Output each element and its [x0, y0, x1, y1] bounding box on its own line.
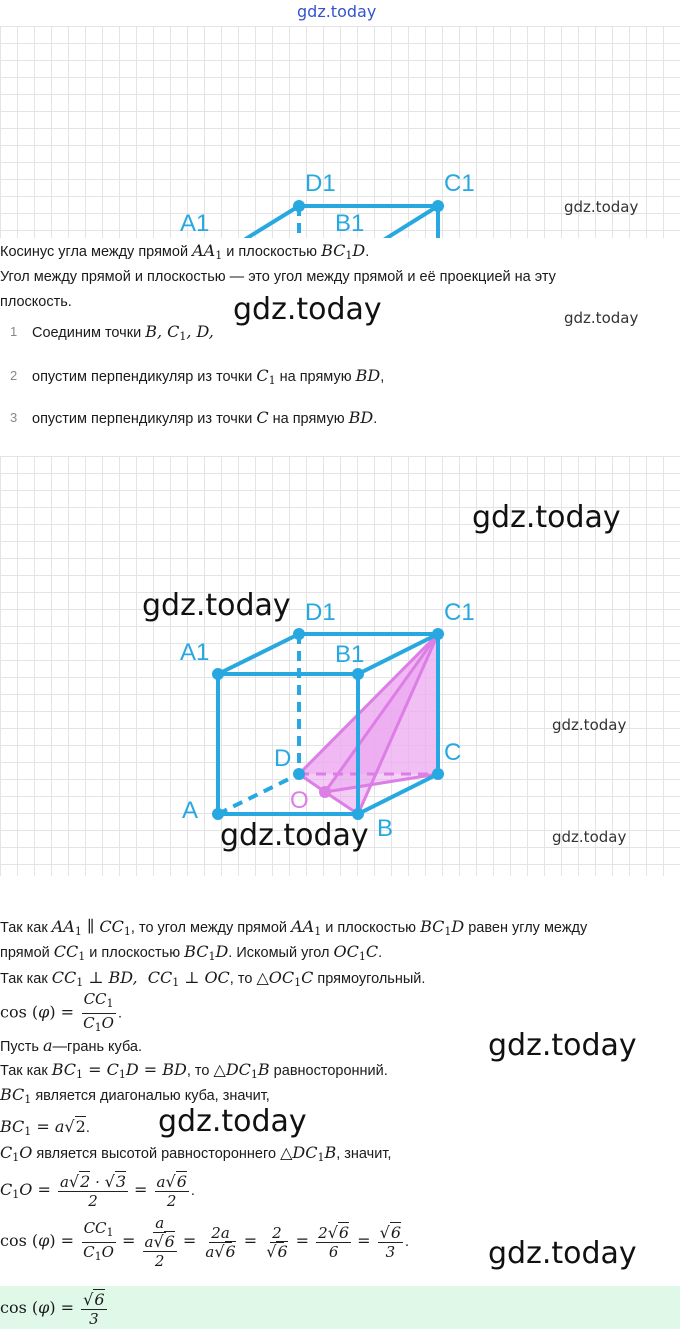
text: . Искомый угол: [228, 945, 334, 961]
step-3: опустим перпендикуляр из точки C на прямую BD.: [32, 408, 378, 427]
solution-line-7: $BC_1$ является диагональю куба, значит,: [0, 1085, 270, 1106]
formula-c1o: $C_1O$ = $\frac{a√2 \cdot √3}{2}$ = $\frac{a√6}{2}$ .: [0, 1171, 195, 1210]
label-c1: C1: [444, 599, 475, 626]
figure-cube: [0, 456, 680, 876]
watermark: gdz.today: [552, 828, 627, 846]
watermark: gdz.today: [564, 309, 639, 327]
figure-cube-top: [0, 26, 680, 238]
text: прямоугольный.: [313, 971, 426, 987]
label-b1: B1: [335, 641, 365, 668]
watermark: gdz.today: [488, 1028, 637, 1063]
label-d1: D1: [305, 599, 336, 626]
watermark: gdz.today: [488, 1236, 637, 1271]
text: Пусть: [0, 1039, 43, 1055]
step-text: на прямую: [275, 369, 356, 385]
text: равен углу между: [464, 920, 588, 936]
intro-text-mid: и плоскостью: [222, 244, 322, 260]
intro-line-1: Косинус угла между прямой $AA_1$ и плоскостью $BC_1D$.: [0, 241, 370, 262]
watermark: gdz.today: [564, 198, 639, 216]
step-number: 1: [10, 324, 18, 339]
text: , то: [186, 1063, 214, 1079]
watermark: gdz.today: [158, 1104, 307, 1139]
solution-line-9: $C_1O$ является высотой равностороннего $\triangle DC_1B$, значит,: [0, 1143, 392, 1164]
text: и плоскостью: [321, 920, 421, 936]
step-2: опустим перпендикуляр из точки $C_1$ на прямую BD,: [32, 366, 385, 387]
step-number: 3: [10, 410, 18, 425]
label-a1: A1: [180, 210, 210, 237]
label-d1: D1: [305, 170, 336, 197]
intro-text: Косинус угла между прямой: [0, 244, 193, 260]
step-text: опустим перпендикуляр из точки: [32, 369, 257, 385]
step-text: опустим перпендикуляр из точки: [32, 411, 257, 427]
solution-line-5: Пусть a—грань куба.: [0, 1036, 143, 1055]
text: и плоскостью: [85, 945, 185, 961]
text: является диагональю куба, значит,: [31, 1088, 270, 1104]
label-a1: A1: [180, 639, 210, 666]
text: , значит,: [336, 1146, 392, 1162]
text: , то: [229, 971, 257, 987]
formula-cos-1: cos (φ) = $\frac{CC_1}{C_1O}$ .: [0, 990, 122, 1034]
answer-formula: cos (φ) = $\frac{√6}{3}$: [0, 1289, 105, 1328]
text: равносторонний.: [269, 1063, 388, 1079]
formula-cos-2: cos (φ) = $\frac{CC_1}{C_1O}$ = a a√6 2 = $\frac{2a}{a√6}$ = $\frac{2}{√6}$ = $\frac{2√6}{6}$ = $\frac{√6}{3}$ .: [0, 1214, 410, 1270]
watermark: gdz.today: [472, 500, 621, 535]
watermark: gdz.today: [142, 588, 291, 623]
label-b: B: [377, 815, 394, 842]
label-c: C: [444, 739, 462, 766]
answer-box: [0, 1286, 680, 1329]
text: Так как: [0, 1063, 52, 1079]
solution-line-6: Так как $BC_1 = C_1D$ = BD, то $\triangle DC_1B$ равносторонний.: [0, 1060, 388, 1081]
watermark: gdz.today: [233, 292, 382, 327]
solution-line-3: Так как $CC_1$ ⊥ BD, $CC_1$ ⊥ OC, то $\triangle OC_1C$ прямоугольный.: [0, 968, 426, 989]
text: Так как: [0, 920, 52, 936]
watermark: gdz.today: [220, 818, 369, 853]
text: Так как: [0, 971, 52, 987]
label-o: O: [290, 787, 309, 814]
text: является высотой равностороннего: [32, 1146, 281, 1162]
watermark: gdz.today: [552, 716, 627, 734]
formula-bc1: $BC_1 = a√2$.: [0, 1117, 90, 1138]
solution-line-1: Так как $AA_1$ ∥ $CC_1$, то угол между прямой $AA_1$ и плоскостью $BC_1D$ равен углу между: [0, 917, 588, 938]
step-text: Соединим точки: [32, 325, 146, 341]
intro-line-3: плоскость.: [0, 294, 72, 310]
step-1: Соединим точки B, $C_1$, D,: [32, 322, 214, 343]
solution-line-2: прямой $CC_1$ и плоскостью $BC_1D$. Искомый угол $OC_1C$.: [0, 942, 383, 963]
intro-line-2: Угол между прямой и плоскостью — это угол между прямой и её проекцией на эту: [0, 269, 556, 285]
text: прямой: [0, 945, 54, 961]
step-text: на прямую: [268, 411, 349, 427]
text: , то угол между прямой: [130, 920, 292, 936]
label-a: A: [182, 797, 199, 824]
label-b1: B1: [335, 210, 365, 237]
text: —грань куба.: [52, 1039, 143, 1055]
site-watermark: gdz.today: [297, 2, 377, 21]
label-d: D: [274, 745, 292, 772]
label-c1: C1: [444, 170, 475, 197]
step-number: 2: [10, 368, 18, 383]
